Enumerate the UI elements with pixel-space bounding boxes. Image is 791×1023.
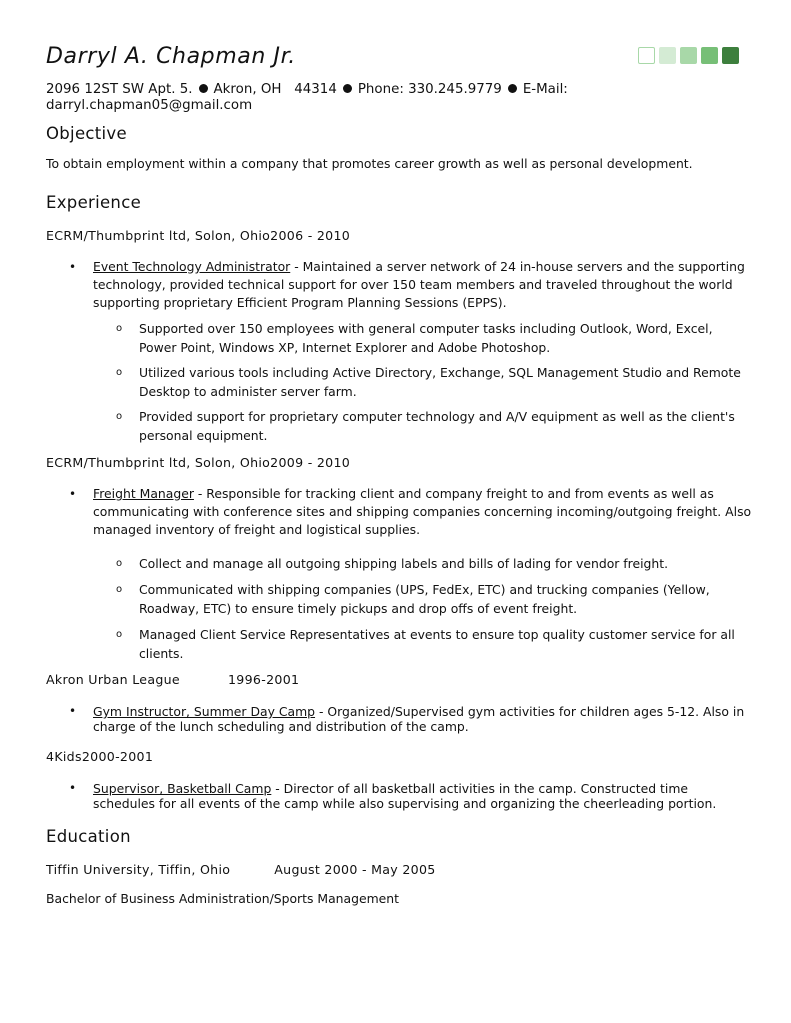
job-description: - Director of all basketball activities in the camp. Constructed time schedules for all events of the camp while also supervising and organizing the cheerleading portion. xyxy=(93,781,717,811)
sub-bullet-icon: o xyxy=(116,558,123,569)
education-heading: Education xyxy=(46,827,131,846)
sub-item-text: Provided support for proprietary computer technology and A/V equipment as well as the client's personal equipment. xyxy=(139,409,735,443)
job-header xyxy=(46,749,153,764)
employer: 4Kids xyxy=(46,749,82,764)
list-item xyxy=(69,781,753,811)
city-state: Akron, OH xyxy=(213,82,282,97)
bullet-icon: • xyxy=(69,704,77,718)
experience-heading: Experience xyxy=(46,193,142,212)
job-header xyxy=(46,228,350,243)
email[interactable]: darryl.chapman05@gmail.com xyxy=(46,98,253,113)
bullet-icon: • xyxy=(69,260,77,274)
objective-text: To obtain employment within a company that promotes career growth as well as personal development. xyxy=(46,156,693,171)
contact-line xyxy=(46,82,646,114)
sub-list-item xyxy=(116,319,751,357)
objective-heading: Objective xyxy=(46,124,127,143)
job-title: Supervisor, Basketball Camp xyxy=(93,781,272,796)
sub-list-item xyxy=(116,625,751,663)
sub-bullet-icon: o xyxy=(116,323,123,334)
separator-dot-icon xyxy=(508,84,517,93)
job-dates: 2006 - 2010 xyxy=(270,228,351,243)
job-dates: 2000-2001 xyxy=(81,749,154,764)
sub-item-text: Utilized various tools including Active Directory, Exchange, SQL Management Studio and Remote Desktop to administer server farm. xyxy=(139,365,741,399)
sub-list-item xyxy=(116,580,751,618)
separator-dot-icon xyxy=(343,84,352,93)
zip-code: 44314 xyxy=(294,82,337,97)
accent-square xyxy=(638,47,655,64)
accent-square xyxy=(680,47,697,64)
degree: Bachelor of Business Administration/Sports Management xyxy=(46,891,400,906)
job-description: - Responsible for tracking client and company freight to and from events as well as communicating with conference sites and shipping companies concerning incoming/outgoing freight. Also managed inventory of freight and logistical supplies. xyxy=(93,486,752,537)
address: 2096 12ST SW Apt. 5. xyxy=(46,82,193,97)
sub-list-item xyxy=(116,363,751,401)
list-item xyxy=(69,704,753,734)
employer: Akron Urban League xyxy=(46,672,180,687)
education-header xyxy=(46,862,436,877)
separator-dot-icon xyxy=(199,84,208,93)
sub-list-item xyxy=(116,407,751,445)
email-label: E-Mail: xyxy=(522,82,568,97)
job-description: - Organized/Supervised gym activities for children ages 5-12. Also in charge of the lunch scheduling and distribution of the camp. xyxy=(93,704,745,734)
job-description: - Maintained a server network of 24 in-house servers and the supporting technology, provided technical support for over 150 team members and traveled throughout the world supporting proprietary Efficient Program Planning Sessions (EPPS). xyxy=(93,259,745,310)
bullet-icon: • xyxy=(69,781,77,795)
job-title: Gym Instructor, Summer Day Camp xyxy=(93,704,316,719)
accent-squares xyxy=(638,47,739,64)
sub-item-text: Communicated with shipping companies (UPS, FedEx, ETC) and trucking companies (Yellow, Roadway, ETC) to ensure timely pickups and drop offs of event freight. xyxy=(139,582,710,616)
sub-bullet-icon: o xyxy=(116,367,123,378)
sub-item-text: Collect and manage all outgoing shipping labels and bills of lading for vendor freight. xyxy=(139,556,669,571)
job-header xyxy=(46,672,299,687)
job-header xyxy=(46,455,350,470)
sub-item-text: Managed Client Service Representatives at events to ensure top quality customer service for all clients. xyxy=(139,627,735,661)
sub-bullet-icon: o xyxy=(116,584,123,595)
bullet-icon: • xyxy=(69,487,77,501)
job-dates: 1996-2001 xyxy=(227,672,300,687)
job-title: Freight Manager xyxy=(93,486,194,501)
job-title: Event Technology Administrator xyxy=(93,259,291,274)
candidate-name: Darryl A. Chapman Jr. xyxy=(46,44,296,69)
phone: Phone: 330.245.9779 xyxy=(357,82,502,97)
accent-square xyxy=(722,47,739,64)
accent-square xyxy=(659,47,676,64)
sub-item-text: Supported over 150 employees with general computer tasks including Outlook, Word, Excel, Power Point, Windows XP, Internet Explorer and Adobe Photoshop. xyxy=(139,321,713,355)
school: Tiffin University, Tiffin, Ohio xyxy=(46,862,231,877)
sub-bullet-icon: o xyxy=(116,411,123,422)
list-item xyxy=(69,258,753,312)
education-dates: August 2000 - May 2005 xyxy=(274,862,436,877)
employer: ECRM/Thumbprint ltd, Solon, Ohio xyxy=(46,455,271,470)
employer: ECRM/Thumbprint ltd, Solon, Ohio xyxy=(46,228,271,243)
accent-square xyxy=(701,47,718,64)
sub-list-item xyxy=(116,554,751,573)
sub-bullet-icon: o xyxy=(116,629,123,640)
list-item xyxy=(69,485,753,539)
job-dates: 2009 - 2010 xyxy=(270,455,351,470)
